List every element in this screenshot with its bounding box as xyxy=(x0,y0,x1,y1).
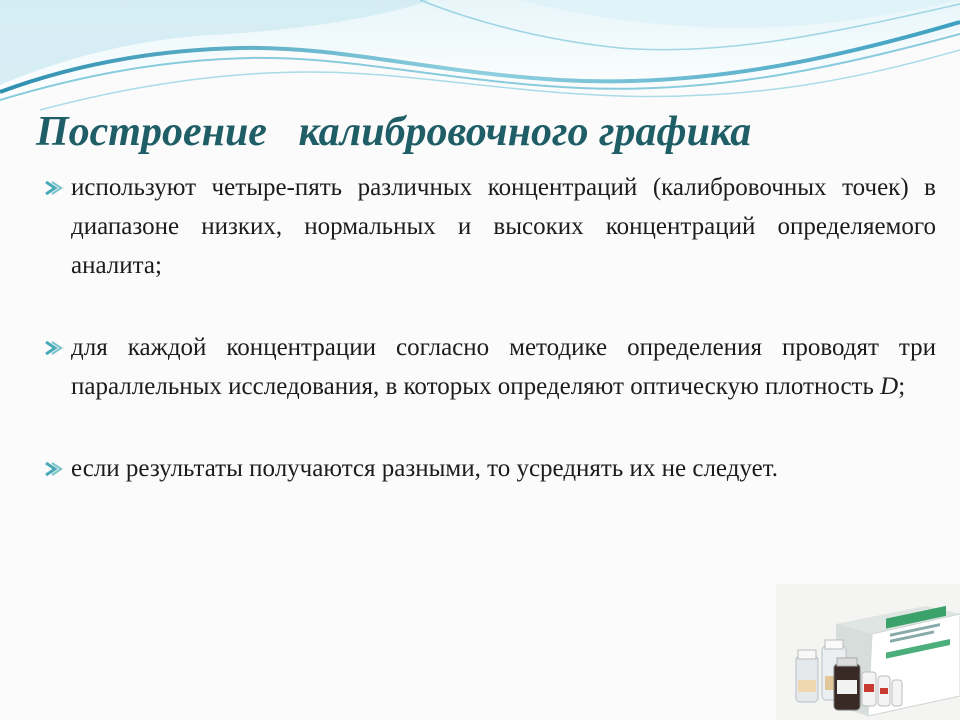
slide-title: Построение калибровочного графика xyxy=(36,109,752,155)
reagent-kit-photo xyxy=(776,584,960,720)
chevron-arrow-icon xyxy=(44,461,64,477)
bullet-item xyxy=(44,168,936,285)
bullet-item xyxy=(44,328,936,406)
bullet-item xyxy=(44,449,936,488)
bullet-list xyxy=(44,168,936,488)
optical-density-symbol: D xyxy=(880,373,899,400)
bullet-suffix: ; xyxy=(898,373,906,400)
chevron-arrow-icon xyxy=(44,340,64,356)
chevron-arrow-icon xyxy=(44,180,64,196)
bullet-text: используют четыре-пять различных концентраций (калибровочных точек) в диапазоне низких, нормальных и высоких концентраций определяемого аналита; xyxy=(71,174,936,279)
bullet-text: для каждой концентрации согласно методике определения проводят три параллельных исследования, в которых определяют оптическую плотность xyxy=(71,334,936,400)
bullet-text: если результаты получаются разными, то усреднять их не следует. xyxy=(71,455,778,482)
